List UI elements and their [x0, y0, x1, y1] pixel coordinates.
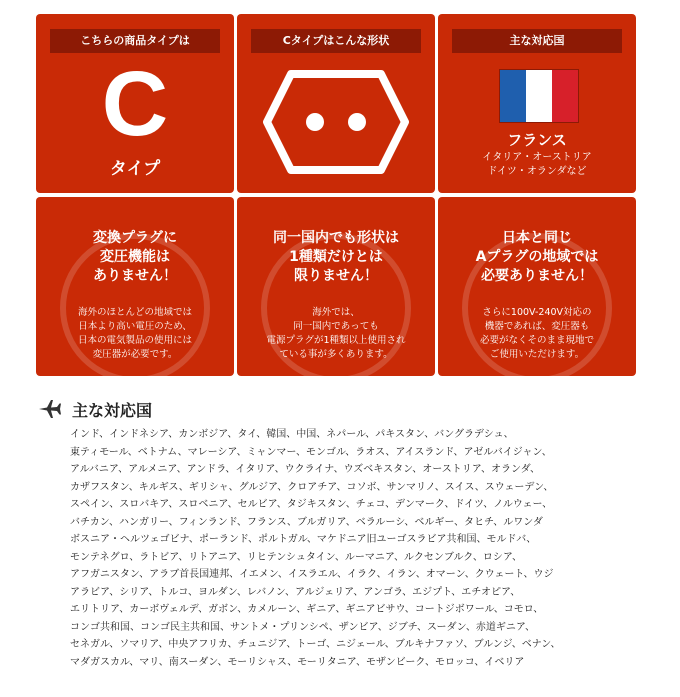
country-list-line: スペイン、スロバキア、スロベニア、セルビア、タジキスタン、チェコ、デンマーク、ドイツ、ノルウェー、	[70, 499, 553, 510]
text-line: 電源プラグが1種類以上使用され	[266, 335, 406, 346]
country-list-line: アラビア、シリア、トルコ、ヨルダン、レバノン、アルジェリア、アンゴラ、エジプト、エチオピア、	[70, 586, 521, 598]
country-list-line: バチカン、ハンガリー、フィンランド、フランス、ブルガリア、ベラルーシ、ベルギー、タヒチ、ルワンダ	[70, 516, 543, 528]
heading-line: Aプラグの地域では	[475, 249, 599, 265]
country-list-line: 東ティモール、ベトナム、マレーシア、ミャンマー、モンゴル、ラオス、アイスランド、アゼルバイジャン、	[70, 446, 552, 458]
plug-type-label: タイプ	[109, 159, 161, 179]
heading-line: ありません！	[93, 268, 177, 284]
main-country-header: 主な対応国	[452, 29, 622, 53]
multiple-shapes-card	[237, 197, 435, 376]
heading-line: 限りません！	[294, 268, 378, 284]
text-line: 海外のほとんどの地域では	[77, 307, 192, 318]
a-plug-region-card	[438, 197, 636, 376]
a-plug-region-text	[438, 306, 636, 362]
multiple-shapes-heading	[237, 229, 435, 286]
section-heading	[38, 396, 152, 422]
text-line: 同一国内であっても	[293, 321, 379, 332]
main-country-card	[438, 14, 636, 193]
flag-stripe-white	[526, 70, 552, 122]
country-list-line: セネガル、ソマリア、中央アフリカ、チュニジア、トーゴ、ニジェール、ブルキナファソ、ブルンジ、ベナン、	[70, 639, 561, 650]
heading-line: 変圧機能は	[100, 249, 170, 265]
plug-type-card	[36, 14, 234, 193]
main-country-name: フランス	[507, 131, 567, 149]
airplane-icon	[38, 398, 62, 420]
country-list-line: エリトリア、カーボヴェルデ、ガボン、カメルーン、ギニア、ギニアビサウ、コートジボワール、コモロ、	[70, 604, 544, 615]
plug-shape-card	[237, 14, 435, 193]
heading-line: 変換プラグに	[93, 230, 177, 246]
country-list-line: モンテネグロ、ラトビア、リトアニア、リヒテンシュタイン、ルーマニア、ルクセンブルク、ロシア、	[70, 551, 523, 563]
text-line: さらに100V-240V対応の	[482, 307, 592, 318]
heading-line: 必要ありません！	[481, 268, 593, 284]
no-transformer-card	[36, 197, 234, 376]
plug-shape-header: Cタイプはこんな形状	[251, 29, 421, 53]
france-flag-icon	[499, 69, 579, 123]
heading-line: 日本と同じ	[502, 230, 572, 246]
other-countries-line-2: ドイツ・オランダなど	[487, 166, 587, 177]
no-transformer-text	[36, 306, 234, 362]
country-list-line: ボスニア・ヘルツェゴビナ、ポーランド、ポルトガル、マケドニア旧ユーゴスラビア共和国、モルドバ、	[70, 534, 537, 545]
section-title: 主な対応国	[72, 400, 153, 420]
other-countries	[438, 151, 636, 179]
country-list	[70, 426, 630, 671]
country-list-line: アルバニア、アルメニア、アンドラ、イタリア、ウクライナ、ウズベキスタン、オーストリア、オランダ、	[70, 464, 540, 475]
heading-line: 1種類だけとは	[289, 249, 383, 265]
country-list-line: インド、インドネシア、カンボジア、タイ、韓国、中国、ネパール、パキスタン、バングラデシュ、	[70, 429, 514, 440]
plug-type-letter: C	[101, 53, 169, 155]
other-countries-line-1: イタリア・オーストリア	[482, 152, 592, 163]
a-plug-region-heading	[438, 229, 636, 286]
text-line: 機器であれば、変圧器も	[484, 321, 590, 332]
text-line: 海外では、	[312, 307, 360, 318]
country-list-line: マダガスカル、マリ、南スーダン、モーリシャス、モーリタニア、モザンビーク、モロッコ、イベリア	[70, 656, 525, 668]
flag-stripe-red	[552, 70, 578, 122]
text-line: 変圧器が必要です。	[92, 349, 178, 360]
plug-c-shape-icon	[263, 70, 409, 174]
country-list-line: コンゴ共和国、コンゴ民主共和国、サントメ・プリンシペ、ザンビア、ジブチ、スーダン、赤道ギニア、	[70, 621, 536, 633]
text-line: ている事が多くあります。	[279, 349, 393, 360]
flag-stripe-blue	[500, 70, 526, 122]
heading-line: 同一国内でも形状は	[273, 230, 399, 246]
multiple-shapes-text	[237, 306, 435, 362]
text-line: 日本の電気製品の使用には	[77, 335, 192, 346]
no-transformer-heading	[36, 229, 234, 286]
text-line: 必要がなくそのまま現地で	[479, 335, 594, 346]
plug-type-header: こちらの商品タイプは	[50, 29, 220, 53]
text-line: ご使用いただけます。	[489, 349, 585, 360]
info-card-grid	[36, 14, 636, 376]
text-line: 日本より高い電圧のため、	[78, 321, 192, 332]
country-list-line: カザフスタン、キルギス、ギリシャ、グルジア、クロアチア、コソボ、サンマリノ、スイス、スウェーデン、	[70, 481, 554, 493]
country-list-line: アフガニスタン、アラブ首長国連邦、イエメン、イスラエル、イラク、イラン、オマーン、クウェート、ウジ	[70, 569, 554, 580]
